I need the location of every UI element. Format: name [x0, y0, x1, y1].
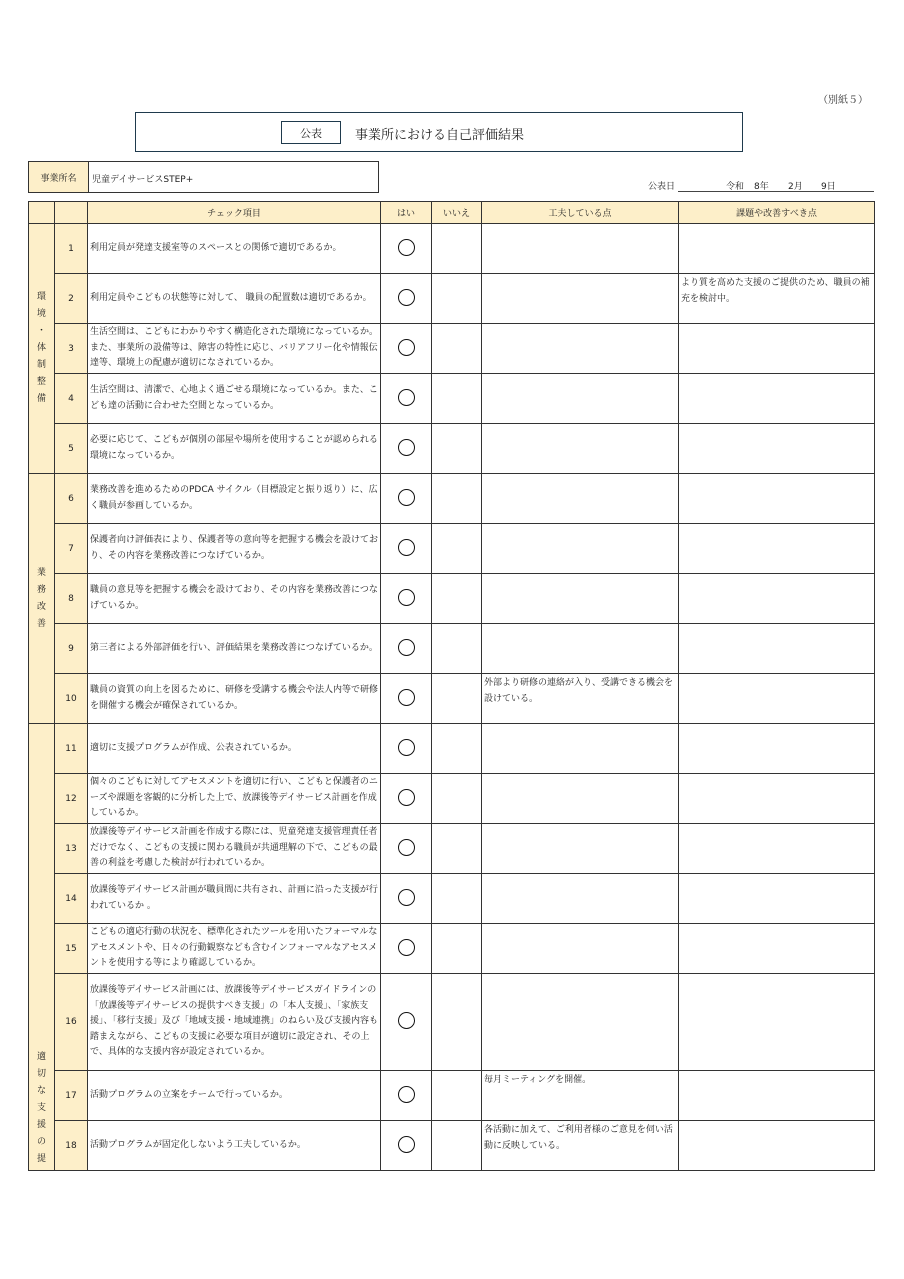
no-cell[interactable]	[432, 1121, 482, 1171]
section-char: 整	[36, 377, 46, 387]
check-item-text: 放課後等デイサービス計画を作成する際には、児童発達支援管理責任者だけでなく、こどもの支援に関わる職員が共通理解の下で、こどもの最善の利益を考慮した検討が行われているか。	[88, 824, 381, 874]
item-number: 4	[55, 374, 88, 424]
header-number	[55, 202, 88, 224]
yes-cell[interactable]	[381, 574, 432, 624]
no-cell[interactable]	[432, 874, 482, 924]
circle-mark-icon	[398, 1136, 415, 1153]
ingenuity-text	[482, 524, 679, 574]
table-row	[29, 524, 875, 574]
yes-cell[interactable]	[381, 724, 432, 774]
table-row	[29, 774, 875, 824]
ingenuity-text	[482, 624, 679, 674]
ingenuity-text	[482, 324, 679, 374]
table-row	[29, 474, 875, 524]
circle-mark-icon	[398, 939, 415, 956]
no-cell[interactable]	[432, 424, 482, 474]
yes-cell[interactable]	[381, 224, 432, 274]
header-check-item: チェック項目	[88, 202, 381, 224]
check-item-text: 必要に応じて、こどもが個別の部屋や場所を使用することが認められる環境になっているか。	[88, 424, 381, 474]
no-cell[interactable]	[432, 774, 482, 824]
circle-mark-icon	[398, 739, 415, 756]
item-number: 8	[55, 574, 88, 624]
yes-cell[interactable]	[381, 1121, 432, 1171]
no-cell[interactable]	[432, 924, 482, 974]
check-item-text: 業務改善を進めるためのPDCA サイクル（目標設定と振り返り）に、広く職員が参画しているか。	[88, 474, 381, 524]
circle-mark-icon	[398, 589, 415, 606]
issues-text	[679, 774, 875, 824]
issues-text	[679, 674, 875, 724]
issues-text	[679, 524, 875, 574]
ingenuity-text	[482, 474, 679, 524]
yes-cell[interactable]	[381, 924, 432, 974]
section-char: 制	[36, 360, 46, 370]
ingenuity-text: 毎月ミーティングを開催。	[482, 1071, 679, 1121]
ingenuity-text	[482, 374, 679, 424]
no-cell[interactable]	[432, 374, 482, 424]
ingenuity-text	[482, 274, 679, 324]
item-number: 11	[55, 724, 88, 774]
section-char: 適	[36, 1052, 46, 1062]
section-char: 改	[36, 601, 46, 612]
publication-day: 9日	[821, 182, 836, 192]
check-item-text: こどもの適応行動の状況を、標準化されたツールを用いたフォーマルなアセスメントや、日々の行動観察なども含むインフォーマルなアセスメントを使用する等により確認しているか。	[88, 924, 381, 974]
check-item-text: 活動プログラムが固定化しないよう工夫しているか。	[88, 1121, 381, 1171]
publication-tag: 公表	[281, 121, 341, 144]
yes-cell[interactable]	[381, 624, 432, 674]
issues-text	[679, 474, 875, 524]
no-cell[interactable]	[432, 474, 482, 524]
item-number: 16	[55, 974, 88, 1071]
circle-mark-icon	[398, 789, 415, 806]
issues-text	[679, 574, 875, 624]
annex-label: （別紙５）	[818, 95, 868, 106]
issues-text	[679, 1121, 875, 1171]
circle-mark-icon	[398, 389, 415, 406]
no-cell[interactable]	[432, 674, 482, 724]
yes-cell[interactable]	[381, 424, 432, 474]
section-label	[29, 224, 55, 474]
check-item-text: 職員の意見等を把握する機会を設けており、その内容を業務改善につなげているか。	[88, 574, 381, 624]
item-number: 5	[55, 424, 88, 474]
table-row	[29, 824, 875, 874]
item-number: 3	[55, 324, 88, 374]
check-item-text: 利用定員やこどもの状態等に対して、 職員の配置数は適切であるか。	[88, 274, 381, 324]
yes-cell[interactable]	[381, 324, 432, 374]
no-cell[interactable]	[432, 824, 482, 874]
issues-text	[679, 374, 875, 424]
yes-cell[interactable]	[381, 1071, 432, 1121]
ingenuity-text	[482, 424, 679, 474]
item-number: 15	[55, 924, 88, 974]
table-row	[29, 974, 875, 1071]
yes-cell[interactable]	[381, 524, 432, 574]
item-number: 13	[55, 824, 88, 874]
check-item-text: 活動プログラムの立案をチームで行っているか。	[88, 1071, 381, 1121]
item-number: 2	[55, 274, 88, 324]
publication-date	[678, 173, 874, 192]
ingenuity-text	[482, 924, 679, 974]
section-char: の	[36, 1137, 46, 1147]
ingenuity-text	[482, 824, 679, 874]
table-row	[29, 424, 875, 474]
ingenuity-text	[482, 774, 679, 824]
ingenuity-text	[482, 574, 679, 624]
item-number: 6	[55, 474, 88, 524]
table-row	[29, 1121, 875, 1171]
table-row	[29, 274, 875, 324]
table-row	[29, 924, 875, 974]
item-number: 17	[55, 1071, 88, 1121]
publication-era: 令和	[726, 182, 745, 192]
circle-mark-icon	[398, 539, 415, 556]
no-cell[interactable]	[432, 574, 482, 624]
table-row	[29, 324, 875, 374]
section-char: 援	[36, 1120, 46, 1130]
section-char: 支	[36, 1103, 46, 1113]
header-issues: 課題や改善すべき点	[679, 202, 875, 224]
ingenuity-text	[482, 224, 679, 274]
circle-mark-icon	[398, 289, 415, 306]
no-cell[interactable]	[432, 624, 482, 674]
section-char: 提	[36, 1154, 46, 1164]
check-item-text: 個々のこどもに対してアセスメントを適切に行い、こどもと保護者のニーズや課題を客観的に分析した上で、放課後等デイサービス計画を作成しているか。	[88, 774, 381, 824]
section-char: 切	[36, 1069, 46, 1079]
circle-mark-icon	[398, 839, 415, 856]
self-evaluation-table	[28, 201, 875, 1171]
issues-text	[679, 874, 875, 924]
circle-mark-icon	[398, 1086, 415, 1103]
header-no: いいえ	[432, 202, 482, 224]
table-header-row	[29, 202, 875, 224]
item-number: 18	[55, 1121, 88, 1171]
item-number: 10	[55, 674, 88, 724]
issues-text	[679, 1071, 875, 1121]
ingenuity-text	[482, 874, 679, 924]
table-row	[29, 1071, 875, 1121]
section-char: 備	[36, 394, 46, 404]
circle-mark-icon	[398, 239, 415, 256]
circle-mark-icon	[398, 489, 415, 506]
yes-cell[interactable]	[381, 674, 432, 724]
section-char: ・	[36, 326, 46, 336]
item-number: 1	[55, 224, 88, 274]
yes-cell[interactable]	[381, 874, 432, 924]
no-cell[interactable]	[432, 724, 482, 774]
no-cell[interactable]	[432, 324, 482, 374]
check-item-text: 放課後等デイサービス計画には、放課後等デイサービスガイドラインの「放課後等デイサービスの提供すべき支援」の「本人支援」、「家族支援」、「移行支援」及び「地域支援・地域連携」のねらい及び支援内容も踏まえながら、こどもの支援に必要な項目が適切に設定され、その上で、具体的な支援内容が設定されているか。	[88, 974, 381, 1071]
yes-cell[interactable]	[381, 274, 432, 324]
issues-text	[679, 224, 875, 274]
no-cell[interactable]	[432, 974, 482, 1071]
header-section	[29, 202, 55, 224]
issues-text	[679, 324, 875, 374]
table-row	[29, 624, 875, 674]
check-item-text: 利用定員が発達支援室等のスペースとの関係で適切であるか。	[88, 224, 381, 274]
ingenuity-text: 外部より研修の連絡が入り、受講できる機会を設けている。	[482, 674, 679, 724]
header-yes: はい	[381, 202, 432, 224]
circle-mark-icon	[398, 889, 415, 906]
no-cell[interactable]	[432, 524, 482, 574]
section-char: 善	[36, 618, 46, 629]
ingenuity-text	[482, 974, 679, 1071]
check-item-text: 第三者による外部評価を行い、評価結果を業務改善につなげているか。	[88, 624, 381, 674]
circle-mark-icon	[398, 689, 415, 706]
ingenuity-text: 各活動に加えて、ご利用者様のご意見を伺い活動に反映している。	[482, 1121, 679, 1171]
table-row	[29, 374, 875, 424]
issues-text	[679, 824, 875, 874]
check-item-text: 生活空間は、清潔で、心地よく過ごせる環境になっているか。また、こども達の活動に合わせた空間となっているか。	[88, 374, 381, 424]
page-title: 事業所における自己評価結果	[355, 128, 525, 143]
circle-mark-icon	[398, 1012, 415, 1029]
section-char: な	[36, 1086, 46, 1096]
no-cell[interactable]	[432, 224, 482, 274]
office-box	[28, 161, 379, 193]
issues-text	[679, 974, 875, 1071]
no-cell[interactable]	[432, 274, 482, 324]
item-number: 9	[55, 624, 88, 674]
ingenuity-text	[482, 724, 679, 774]
item-number: 7	[55, 524, 88, 574]
check-item-text: 放課後等デイサービス計画が職員間に共有され、計画に沿った支援が行われているか 。	[88, 874, 381, 924]
publication-month: 2月	[788, 182, 803, 192]
section-char: 業	[36, 567, 46, 578]
section-char: 境	[36, 309, 46, 319]
issues-text	[679, 924, 875, 974]
office-label: 事業所名	[29, 162, 89, 192]
item-number: 12	[55, 774, 88, 824]
no-cell[interactable]	[432, 1071, 482, 1121]
table-row	[29, 874, 875, 924]
table-row	[29, 724, 875, 774]
circle-mark-icon	[398, 639, 415, 656]
section-char: 環	[36, 292, 46, 302]
table-row	[29, 224, 875, 274]
circle-mark-icon	[398, 439, 415, 456]
section-char: 体	[36, 343, 46, 353]
office-name: 児童デイサービスSTEP+	[92, 175, 194, 185]
yes-cell[interactable]	[381, 774, 432, 824]
yes-cell[interactable]	[381, 374, 432, 424]
title-box	[135, 112, 743, 152]
yes-cell[interactable]	[381, 474, 432, 524]
issues-text	[679, 624, 875, 674]
yes-cell[interactable]	[381, 974, 432, 1071]
publication-date-label: 公表日	[648, 182, 676, 192]
section-char: 務	[36, 584, 46, 595]
check-item-text: 職員の資質の向上を図るために、研修を受講する機会や法人内等で研修を開催する機会が確保されているか。	[88, 674, 381, 724]
issues-text	[679, 724, 875, 774]
item-number: 14	[55, 874, 88, 924]
check-item-text: 生活空間は、こどもにわかりやすく構造化された環境になっているか。また、事業所の設備等は、障害の特性に応じ、バリアフリー化や情報伝達等、環境上の配慮が適切になされているか。	[88, 324, 381, 374]
section-label	[29, 724, 55, 1171]
check-item-text: 適切に支援プログラムが作成、公表されているか。	[88, 724, 381, 774]
check-item-text: 保護者向け評価表により、保護者等の意向等を把握する機会を設けており、その内容を業務改善につなげているか。	[88, 524, 381, 574]
circle-mark-icon	[398, 339, 415, 356]
publication-year: 8年	[754, 182, 769, 192]
issues-text: より質を高めた支援のご提供のため、職員の補充を検討中。	[679, 274, 875, 324]
table-row	[29, 574, 875, 624]
table-row	[29, 674, 875, 724]
yes-cell[interactable]	[381, 824, 432, 874]
header-ingenuity: 工夫している点	[482, 202, 679, 224]
issues-text	[679, 424, 875, 474]
section-label	[29, 474, 55, 724]
